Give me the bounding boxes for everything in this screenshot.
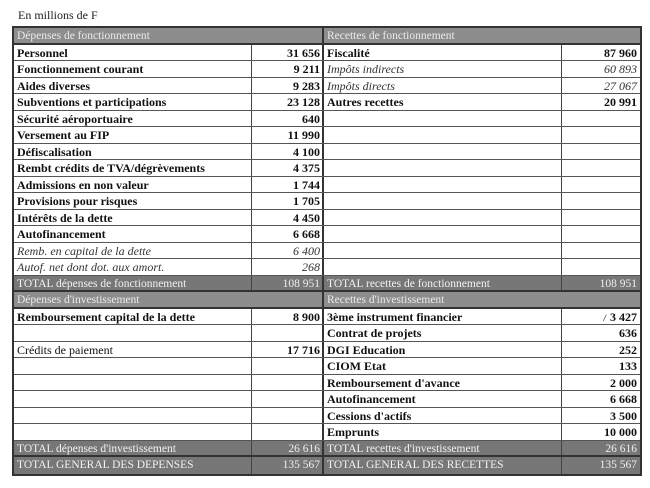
dep-label: Rembt crédits de TVA/dégrèvements (14, 160, 252, 176)
header-row-investissement (14, 292, 640, 309)
rec-label: Fiscalité (324, 45, 562, 61)
dep-value: 6 400 (252, 243, 324, 259)
total-dep-invest-label: TOTAL dépenses d'investissement (14, 441, 252, 456)
dep-value: 11 990 (252, 127, 324, 143)
dep-value: 1 705 (252, 193, 324, 209)
rec-label: Autres recettes (324, 94, 562, 110)
rec-value (562, 193, 640, 209)
dep-label: Défiscalisation (14, 144, 252, 160)
rec-value (562, 127, 640, 143)
total-general-rec-value: 135 567 (562, 457, 640, 474)
rec-label: DGI Education (324, 342, 562, 358)
dep-label (14, 375, 252, 391)
total-general-dep-value: 135 567 (252, 457, 324, 474)
rec-label: Autofinancement (324, 391, 562, 407)
dep-label: Personnel (14, 45, 252, 61)
dep-label: Provisions pour risques (14, 193, 252, 209)
rec-value (562, 226, 640, 242)
rec-value: 252 (619, 342, 637, 357)
rec-label: Emprunts (324, 424, 562, 440)
table-row (14, 45, 640, 62)
dep-label: Fonctionnement courant (14, 61, 252, 77)
rec-label: Impôts directs (324, 78, 562, 94)
total-general-row (14, 457, 640, 474)
header-recettes-investissement: Recettes d'investissement (324, 292, 562, 307)
total-general-dep-label: TOTAL GENERAL DES DEPENSES (14, 457, 252, 474)
rec-value: 3 427 (610, 309, 637, 324)
table-row (14, 144, 640, 161)
table-row (14, 342, 640, 359)
table-row (14, 358, 640, 375)
dep-label: Remboursement capital de la dette (14, 309, 252, 325)
rec-value: 10 000 (604, 425, 637, 439)
rec-value: 2 000 (610, 375, 637, 390)
rec-label (324, 259, 562, 275)
total-row-investissement (14, 441, 640, 458)
dep-value (252, 424, 324, 440)
rec-value (562, 111, 640, 127)
header-depenses-fonctionnement: Dépenses de fonctionnement (14, 28, 252, 43)
budget-table (12, 26, 642, 476)
dep-label (14, 391, 252, 407)
rec-value (562, 243, 640, 259)
header-recettes-fonctionnement: Recettes de fonctionnement (324, 28, 562, 43)
rec-value (562, 160, 640, 176)
handwritten-mark: / (603, 312, 606, 323)
dep-value: 1 744 (252, 177, 324, 193)
total-rec-fonct-label: TOTAL recettes de fonctionnement (324, 276, 562, 291)
header-row-fonctionnement (14, 28, 640, 45)
dep-value (252, 358, 324, 374)
total-row-fonctionnement (14, 276, 640, 293)
rec-label: CIOM Etat (324, 358, 562, 374)
table-row (14, 259, 640, 276)
total-dep-fonct-label: TOTAL dépenses de fonctionnement (14, 276, 252, 291)
rec-label: Impôts indirects (324, 61, 562, 77)
rec-value: 133 (619, 359, 637, 373)
table-row (14, 61, 640, 78)
dep-value: 640 (252, 111, 324, 127)
dep-value: 23 128 (252, 94, 324, 110)
table-row (14, 424, 640, 441)
table-row (14, 210, 640, 227)
table-row (14, 408, 640, 425)
table-row (14, 325, 640, 342)
dep-label: Versement au FIP (14, 127, 252, 143)
rec-label (324, 177, 562, 193)
table-row (14, 375, 640, 392)
table-row (14, 127, 640, 144)
dep-value (252, 375, 324, 391)
table-row (14, 111, 640, 128)
rec-value (562, 177, 640, 193)
dep-value: 17 716 (252, 342, 324, 358)
dep-label (14, 408, 252, 424)
dep-value: 9 211 (252, 61, 324, 77)
rec-value (562, 259, 640, 275)
header-spacer (252, 28, 324, 43)
rec-value: 87 960 (604, 45, 637, 60)
table-row (14, 78, 640, 95)
dep-value: 4 450 (252, 210, 324, 226)
header-spacer (562, 292, 640, 307)
rec-label (324, 210, 562, 226)
rec-label: 3ème instrument financier (324, 309, 562, 325)
rec-value: 60 893 (604, 62, 637, 76)
total-rec-invest-value: 26 616 (562, 441, 640, 456)
rec-value-cell (562, 309, 640, 325)
total-general-rec-label: TOTAL GENERAL DES RECETTES (324, 457, 562, 474)
table-row (14, 193, 640, 210)
dep-label: Autof. net dont dot. aux amort. (14, 259, 252, 275)
rec-value: 3 500 (610, 408, 637, 423)
rec-label: Cessions d'actifs (324, 408, 562, 424)
dep-value: 4 375 (252, 160, 324, 176)
dep-label: Autofinancement (14, 226, 252, 242)
dep-value: 4 100 (252, 144, 324, 160)
dep-label: Crédits de paiement (14, 342, 252, 358)
table-row (14, 243, 640, 260)
dep-value: 31 656 (252, 45, 324, 61)
dep-label: Remb. en capital de la dette (14, 243, 252, 259)
dep-value: 268 (252, 259, 324, 275)
rec-value (562, 144, 640, 160)
rec-label (324, 160, 562, 176)
total-rec-invest-label: TOTAL recettes d'investissement (324, 441, 562, 456)
rec-value: 20 991 (604, 95, 637, 109)
rec-label (324, 111, 562, 127)
rec-label: Remboursement d'avance (324, 375, 562, 391)
rec-label (324, 193, 562, 209)
dep-label (14, 358, 252, 374)
rec-label (324, 127, 562, 143)
rec-label (324, 243, 562, 259)
dep-label: Admissions en non valeur (14, 177, 252, 193)
rec-label (324, 226, 562, 242)
dep-value (252, 408, 324, 424)
table-row (14, 391, 640, 408)
total-dep-fonct-value: 108 951 (252, 276, 324, 291)
header-spacer (252, 292, 324, 307)
rec-value (562, 210, 640, 226)
dep-label (14, 424, 252, 440)
dep-value: 9 283 (252, 78, 324, 94)
table-row (14, 177, 640, 194)
dep-value (252, 325, 324, 341)
header-spacer (562, 28, 640, 43)
header-depenses-investissement: Dépenses d'investissement (14, 292, 252, 307)
rec-label: Contrat de projets (324, 325, 562, 341)
dep-label: Subventions et participations (14, 94, 252, 110)
dep-value (252, 391, 324, 407)
dep-value: 8 900 (252, 309, 324, 325)
table-row (14, 94, 640, 111)
dep-label: Intérêts de la dette (14, 210, 252, 226)
table-row (14, 226, 640, 243)
table-row (14, 309, 640, 326)
table-row (14, 160, 640, 177)
dep-value: 6 668 (252, 226, 324, 242)
rec-value: 6 668 (610, 392, 637, 406)
dep-label: Aides diverses (14, 78, 252, 94)
total-rec-fonct-value: 108 951 (562, 276, 640, 291)
rec-label (324, 144, 562, 160)
rec-value: 27 067 (604, 78, 637, 93)
dep-label (14, 325, 252, 341)
units-caption: En millions de F (18, 8, 98, 22)
total-dep-invest-value: 26 616 (252, 441, 324, 456)
dep-label: Sécurité aéroportuaire (14, 111, 252, 127)
rec-value: 636 (619, 326, 637, 340)
